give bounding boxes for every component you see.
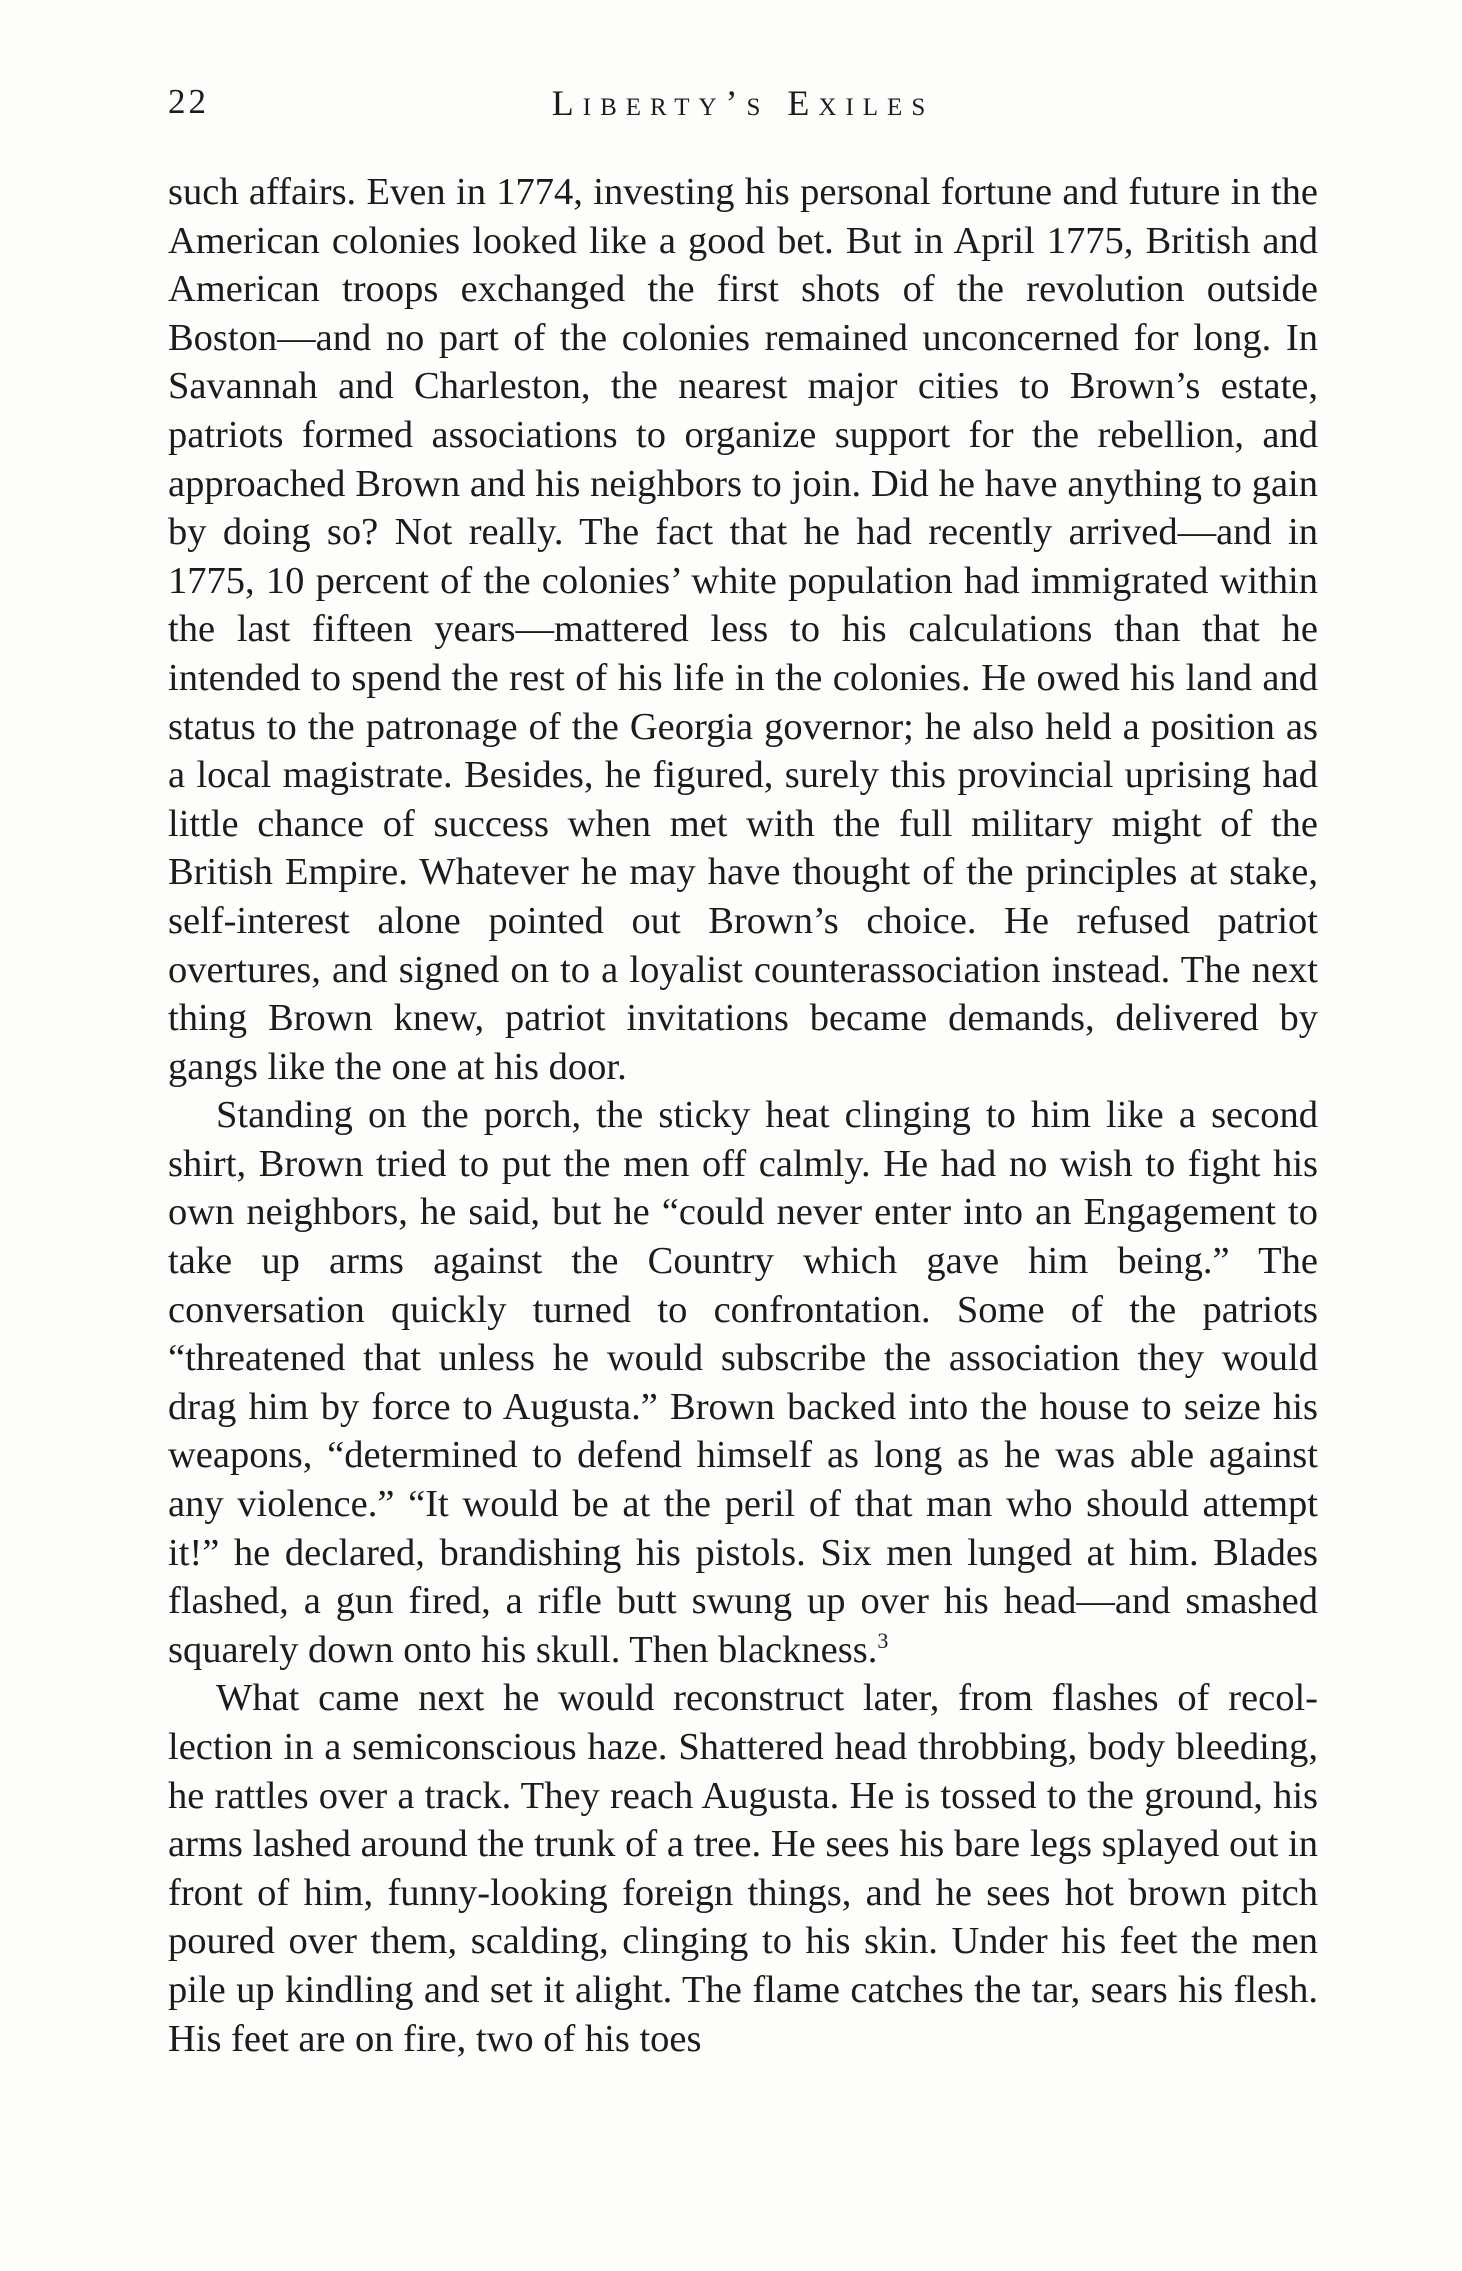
body-text xyxy=(168,168,1318,2063)
paragraph-1-text: such affairs. Even in 1774, investing his personal fortune and future in the American colonies looked like a good bet. But in April 1775, British and American troops exchanged the first shots of the revolution outside Boston—and no part of the colonies remained unconcerned for long. In Savannah and Charleston, the nearest major cities to Brown’s estate, patriots formed associations to organize support for the rebellion, and approached Brown and his neighbors to join. Did he have anything to gain by doing so? Not really. The fact that he had recently arrived—and in 1775, 10 percent of the colonies’ white population had immigrated within the last fifteen years—mattered less to his calculations than that he intended to spend the rest of his life in the colonies. He owed his land and status to the patronage of the Georgia governor; he also held a position as a local magistrate. Besides, he figured, surely this provincial uprising had little chance of success when met with the full military might of the British Empire. Whatever he may have thought of the principles at stake, self-interest alone pointed out Brown’s choice. He refused patriot overtures, and signed on to a loyalist counterassociation instead. The next thing Brown knew, patriot invitations became demands, delivered by gangs like the one at his door. xyxy=(168,171,1318,1088)
running-head xyxy=(168,82,1318,132)
paragraph-2 xyxy=(168,1091,1318,1674)
running-title: Liberty’s Exiles xyxy=(551,83,935,123)
paragraph-2-text: Standing on the porch, the sticky heat clinging to him like a second shirt, Brown tried to put the men off calmly. He had no wish to fight his own neighbors, he said, but he “could never enter into an Engagement to take up arms against the Country which gave him being.” The conversation quickly turned to confrontation. Some of the patriots “threatened that unless he would subscribe the association they would drag him by force to Augusta.” Brown backed into the house to seize his weapons, “determined to defend himself as long as he was able against any violence.” “It would be at the peril of that man who should attempt it!” he declared, brandishing his pistols. Six men lunged at him. Blades flashed, a gun fired, a rifle butt swung up over his head—and smashed squarely down onto his skull. Then blackness. xyxy=(168,1094,1318,1671)
page-number: 22 xyxy=(168,82,209,121)
footnote-reference: 3 xyxy=(877,1627,889,1653)
paragraph-3 xyxy=(168,1674,1318,2063)
paragraph-1 xyxy=(168,168,1318,1091)
paragraph-3-text: What came next he would reconstruct later, from flashes of recollection in a semiconscious haze. Shattered head throbbing, body bleeding, he rattles over a track. They reach Augusta. He is tossed to the ground, his arms lashed around the trunk of a tree. He sees his bare legs splayed out in front of him, funny-looking foreign things, and he sees hot brown pitch poured over them, scalding, clinging to his skin. Under his feet the men pile up kindling and set it alight. The flame catches the tar, sears his flesh. His feet are on fire, two of his toes xyxy=(168,1677,1318,2060)
